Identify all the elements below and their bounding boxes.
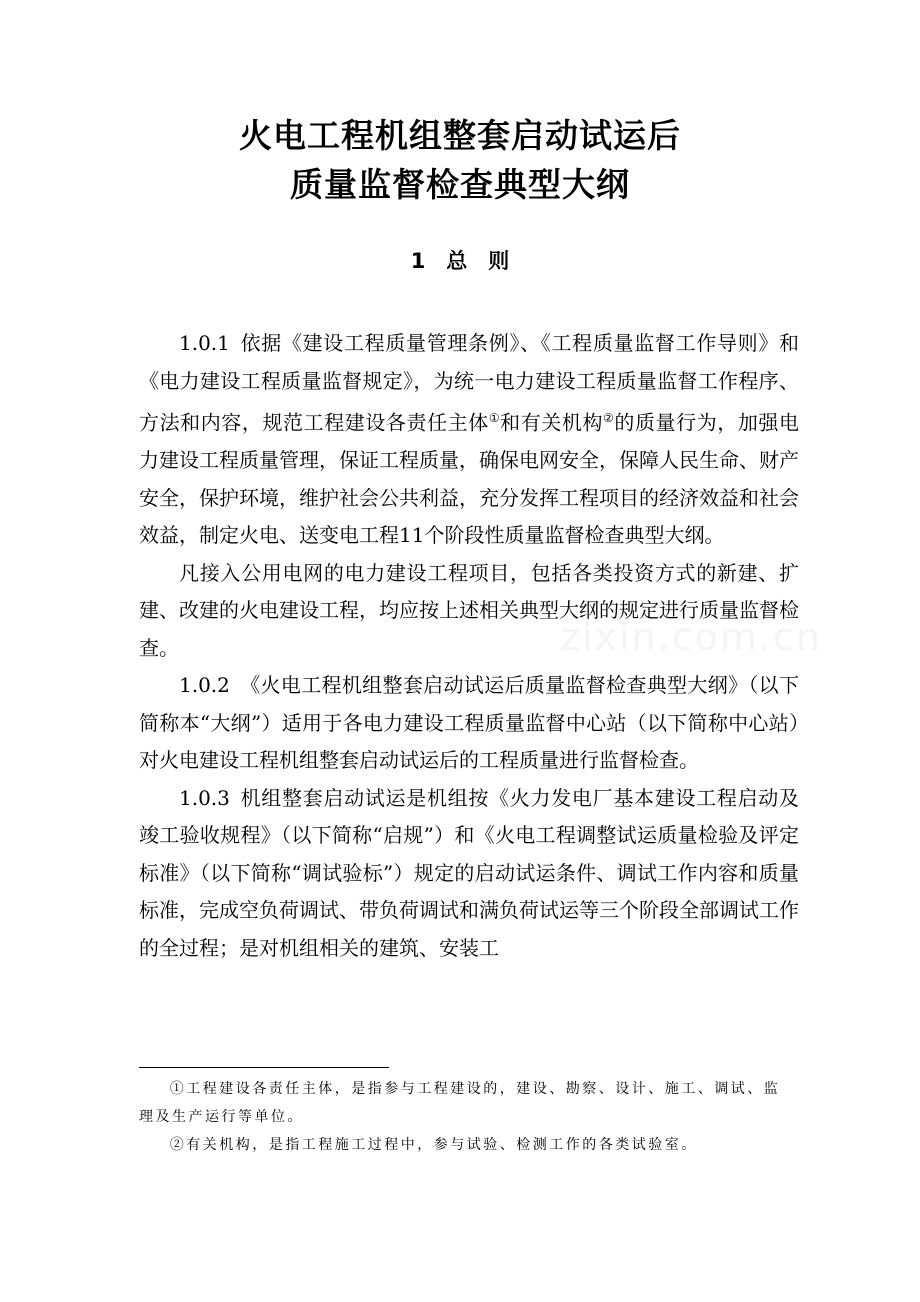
footnote-marker-1: ①	[488, 411, 501, 425]
clause-number: 1.0.3	[179, 785, 230, 810]
document-body	[139, 325, 799, 967]
paragraph-text: 凡接入公用电网的电力建设工程项目，包括各类投资方式的新建、扩建、改建的火电建设工程，均应按上述相关典型大纲的规定进行质量监督检查。	[139, 560, 799, 660]
clause-1-0-1	[139, 325, 799, 555]
document-title-line-2: 质量监督检查典型大纲	[290, 165, 630, 204]
paragraph-scope	[139, 555, 799, 668]
section-heading: 1 总 则	[410, 249, 510, 273]
footnotes	[139, 1075, 789, 1159]
watermark: zixin.com.cn	[560, 615, 822, 659]
clause-text: 《火电工程机组整套启动试运后质量监督检查典型大纲》（以下简称本“大纲”）适用于各电力建设工程质量监督中心站（以下简称中心站）对火电建设工程机组整套启动试运后的工程质量进行监督检查。	[139, 673, 799, 773]
clause-text: 机组整套启动试运是机组按《火力发电厂基本建设工程启动及竣工验收规程》（以下简称“启规”）和《火电工程调整试运质量检验及评定标准》（以下简称“调试验标”）规定的启动试运条件、调试工作内容和质量标准，完成空负荷调试、带负荷调试和满负荷试运等三个阶段全部调试工作的全过程；是对机组相关的建筑、安装工	[139, 785, 799, 960]
clause-text: 依据《建设工程质量管理条例》、《工程质量监督工作导则》和《电力建设工程质量监督规定》，为统一电力建设工程质量监督工作程序、方法和内容，规范工程建设各责任主体	[139, 331, 799, 435]
footnote-separator	[139, 1067, 389, 1068]
clause-text: 的质量行为，加强电力建设工程质量管理，保证工程质量，确保电网安全，保障人民生命、财产安全，保护环境，维护社会公共利益，充分发挥工程项目的经济效益和社会效益，制定火电、送变电工程11个阶段性质量监督检查典型大纲。	[139, 410, 800, 548]
clause-1-0-2	[139, 667, 799, 780]
document-title-line-1: 火电工程机组整套启动试运后	[239, 116, 681, 155]
clause-1-0-3	[139, 780, 799, 968]
footnote-2: ②有关机构，是指工程施工过程中，参与试验、检测工作的各类试验室。	[169, 1137, 698, 1153]
clause-number: 1.0.2	[179, 673, 230, 698]
clause-text: 和有关机构	[500, 410, 604, 435]
footnote-1: ①工程建设各责任主体，是指参与工程建设的，建设、勘察、设计、施工、调试、监理及生产运行等单位。	[139, 1081, 781, 1125]
footnote-marker-2: ②	[603, 411, 615, 425]
clause-number: 1.0.1	[179, 331, 230, 355]
